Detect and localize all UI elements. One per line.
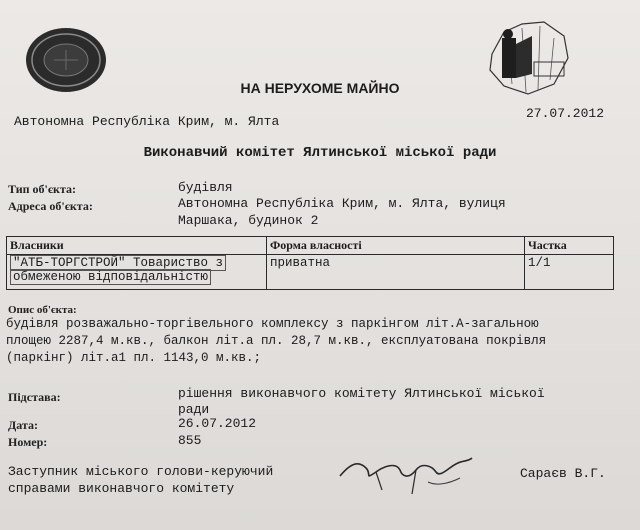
basis-line2: ради <box>178 402 210 417</box>
basis-number-value: 855 <box>178 433 202 448</box>
owner-cell <box>7 255 267 290</box>
object-type-value: будівля <box>178 180 233 195</box>
owner-name-line1: "АТБ-ТОРГСТРОЙ" Товариство з <box>10 255 226 271</box>
document-date: 27.07.2012 <box>526 106 605 121</box>
description-line1: будівля розважально-торгівельного комплексу з паркінгом літ.А-загальною <box>6 317 539 331</box>
owner-name-line2: обмеженою відповідальністю <box>10 269 211 285</box>
object-address-line2: Маршака, будинок 2 <box>178 213 319 228</box>
document-heading: НА НЕРУХОМЕ МАЙНО <box>240 80 400 96</box>
object-address-label: Адреса об'єкта: <box>8 199 93 213</box>
signature-icon <box>336 450 476 500</box>
owners-table <box>6 236 614 290</box>
basis-number-label: Номер: <box>8 435 48 449</box>
object-type-label: Тип об'єкта: <box>8 182 77 196</box>
basis-label: Підстава: <box>8 390 61 404</box>
description-text <box>6 316 616 367</box>
table-header-row <box>7 237 614 255</box>
ownership-form-column-header: Форма власності <box>267 237 525 255</box>
basis-date-value: 26.07.2012 <box>178 416 257 431</box>
location-text: Автономна Республіка Крим, м. Ялта <box>14 114 280 129</box>
signatory-position-line1: Заступник міського голови-керуючий <box>8 464 274 479</box>
owners-column-header: Власники <box>7 237 267 255</box>
description-label: Опис об'єкта: <box>8 304 77 316</box>
signatory-position-line2: справами виконавчого комітету <box>8 481 235 496</box>
description-line3: (паркінг) літ.а1 пл. 1143,0 м.кв.; <box>6 351 262 365</box>
basis-line1: рішення виконавчого комітету Ялтинської міської <box>178 386 545 401</box>
issuer-name: Виконавчий комітет Ялтинської міської ради <box>143 145 497 161</box>
share-column-header: Частка <box>525 237 614 255</box>
share-cell: 1/1 <box>525 255 614 290</box>
ownership-form-cell: приватна <box>267 255 525 290</box>
table-row <box>7 255 614 290</box>
object-address-line1: Автономна Республіка Крим, м. Ялта, вулиця <box>178 196 506 211</box>
basis-date-label: Дата: <box>8 418 38 432</box>
description-line2: площею 2287,4 м.кв., балкон літ.а пл. 28,7 м.кв., експлуатована покрівля <box>6 334 547 348</box>
signatory-name: Сараєв В.Г. <box>520 466 606 481</box>
